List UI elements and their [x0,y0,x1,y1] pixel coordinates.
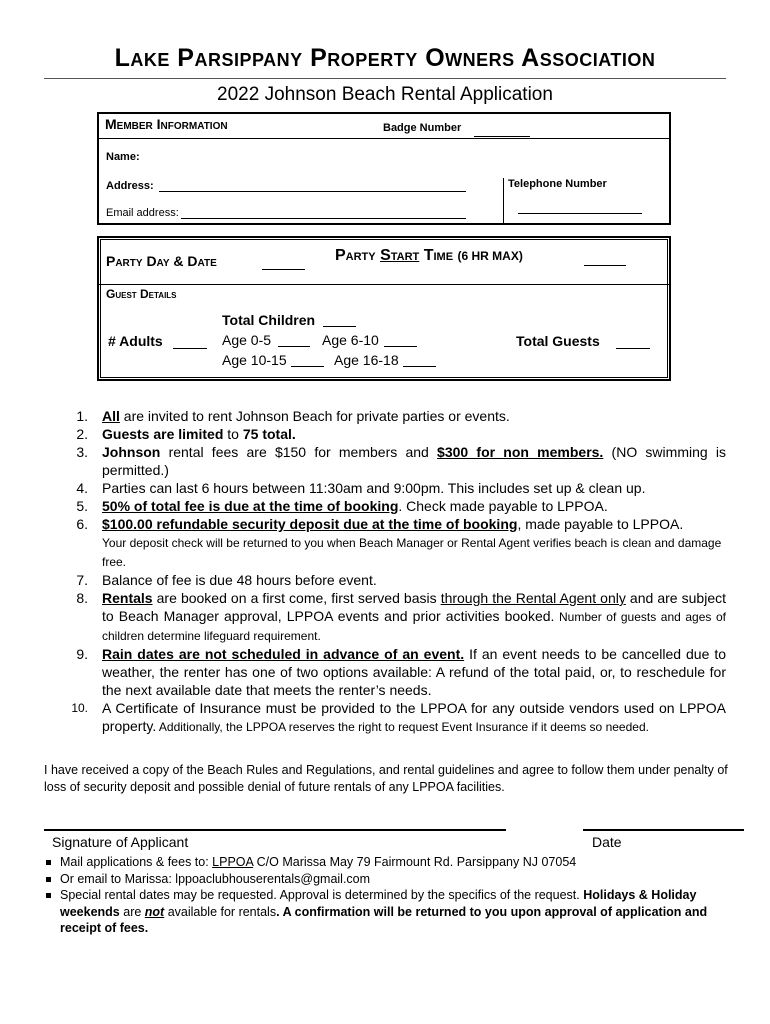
party-start-word-2: Start [380,247,420,264]
list-item [44,871,734,888]
rule-number: 9. [76,646,88,662]
bullet-icon [46,860,51,865]
name-label: Name: [106,151,140,163]
title-divider [44,78,726,79]
email-address-field[interactable] [181,206,466,219]
page-subtitle: 2022 Johnson Beach Rental Application [217,84,553,105]
party-day-date-field[interactable] [262,257,305,270]
rule-text: to [223,426,243,442]
rule-item [60,515,726,571]
signature-field[interactable] [44,829,506,831]
telephone-number-label: Telephone Number [508,178,607,190]
age-6-10-label: Age 6-10 [322,332,379,348]
bullet-text: Holidays & Holiday weekends [60,888,697,919]
rule-text: Parties can last 6 hours between 11:30am and 9:00pm. This includes set up & clean up. [102,480,646,496]
rule-number: 3. [76,444,88,460]
guest-details-heading: Guest Details [106,287,177,301]
telephone-number-field[interactable] [518,201,642,214]
adults-field[interactable] [173,336,207,349]
bullet-text: are [119,904,145,919]
rule-note: Additionally, the LPPOA reserves the right to request Event Insurance if it deems so needed. [156,720,649,734]
address-label: Address: [106,180,154,192]
rule-note: Your deposit check will be returned to you when Beach Manager or Rental Agent verifies beach is clean and damage free. [102,536,722,569]
age-0-5-label: Age 0-5 [222,332,272,348]
rule-text: All [102,408,120,424]
adults-label: # Adults [108,333,163,349]
rule-text: . Check made payable to LPPOA. [398,498,608,514]
list-item [44,854,734,871]
total-guests-field[interactable] [616,336,650,349]
bullet-text: Or email to Marissa: lppoaclubhouserentals@gmail.com [60,871,371,886]
signature-label: Signature of Applicant [52,834,189,850]
rule-text: are booked on a first come, first served basis [152,590,441,606]
rule-number: 6. [76,516,88,532]
rule-item [60,443,726,479]
bullet-icon [46,893,51,898]
name-field[interactable] [138,150,463,162]
age-6-10-field[interactable] [384,334,417,347]
rule-text: 75 total. [242,426,296,442]
party-start-max-note: (6 HR MAX) [457,249,523,263]
rule-item [60,645,726,699]
rule-text: Balance of fee is due 48 hours before event. [102,572,377,588]
member-information-heading: Member Information [105,116,228,132]
rule-text: Johnson [102,444,161,460]
age-16-18-field[interactable] [403,354,436,367]
rule-item [60,589,726,645]
date-label: Date [592,834,622,850]
bullet-text: . A confirmation will be returned to you upon approval of application and receipt of fees. [60,904,708,935]
party-start-time-field[interactable] [584,253,626,266]
rule-text: If an event needs to be cancelled due to weather, the renter has one of two options available: A refund of the total paid, or, to reschedule for the next available date that meets the renter’s needs. [102,646,726,698]
date-field[interactable] [583,829,744,831]
total-children-field[interactable] [323,314,356,327]
rule-text: $100.00 refundable security deposit due at the time of booking [102,516,518,532]
member-telephone-divider [503,178,504,225]
bullet-text: Special rental dates may be requested. Approval is determined by the specifics of the request. [60,888,584,902]
footer-instructions [44,854,734,937]
rule-item [60,479,726,497]
rental-rules-list [60,407,726,736]
rule-text: Rentals [102,590,153,606]
rule-item [60,699,726,736]
age-16-18-label: Age 16-18 [334,352,399,368]
rule-note: Number of guests and ages of children determine lifeguard requirement. [102,610,726,643]
rule-number: 10. [71,701,88,715]
rule-item [60,571,726,589]
page-title: Lake Parsippany Property Owners Association [114,44,656,72]
rule-text: through the Rental Agent only [440,590,626,606]
party-start-word-3: Time [423,247,454,264]
total-children-label: Total Children [222,312,316,328]
rule-item [60,425,726,443]
age-10-15-label: Age 10-15 [222,352,287,368]
party-start-time-label [335,247,523,265]
rule-number: 7. [76,572,88,588]
rule-number: 4. [76,480,88,496]
age-0-5-field[interactable] [278,334,310,347]
bullet-text: C/O Marissa May 79 Fairmount Rd. Parsippany NJ 07054 [253,855,577,869]
rule-text: rental fees are $150 for members and [160,444,438,460]
rule-text: A Certificate of Insurance must be provided to the LPPOA for any outside vendors used on LPPOA property. [102,700,726,734]
rule-text: are invited to rent Johnson Beach for private parties or events. [119,408,510,424]
bullet-text: LPPOA [212,855,254,869]
rule-text: Rain dates are not scheduled in advance of an event. [102,646,465,662]
rule-number: 2. [76,426,88,442]
party-start-word-1: Party [335,247,376,264]
rule-text: $300 for non members. [437,444,604,460]
rule-text: , made payable to LPPOA. [517,516,684,532]
rule-number: 1. [76,408,88,424]
rule-number: 8. [76,590,88,606]
badge-number-field[interactable] [474,124,530,137]
bullet-text: not [144,904,165,919]
list-item [44,887,734,937]
address-field[interactable] [159,179,466,192]
rule-item [60,407,726,425]
member-header-divider [99,138,669,139]
bullet-icon [46,877,51,882]
bullet-text: Mail applications & fees to: [60,855,213,869]
rule-text: Guests are limited [102,426,224,442]
email-address-label: Email address: [106,207,179,219]
rule-item [60,497,726,515]
rule-text: and are subject to Beach Manager approval, LPPOA events and prior activities booked. [102,590,727,624]
rule-text: (NO swimming is permitted.) [102,444,726,478]
rule-text: 50% of total fee is due at the time of booking [102,498,399,514]
age-10-15-field[interactable] [291,354,324,367]
total-guests-label: Total Guests [516,333,600,349]
acknowledgement-statement: I have received a copy of the Beach Rules and Regulations, and rental guidelines and agree to follow them under penalty of loss of security deposit and possible denial of future rentals of any LPPOA facilities. [44,763,728,794]
bullet-text: available for rentals [164,904,277,919]
party-day-date-label: Party Day & Date [106,253,217,269]
rule-number: 5. [76,498,88,514]
badge-number-label: Badge Number [383,122,462,134]
